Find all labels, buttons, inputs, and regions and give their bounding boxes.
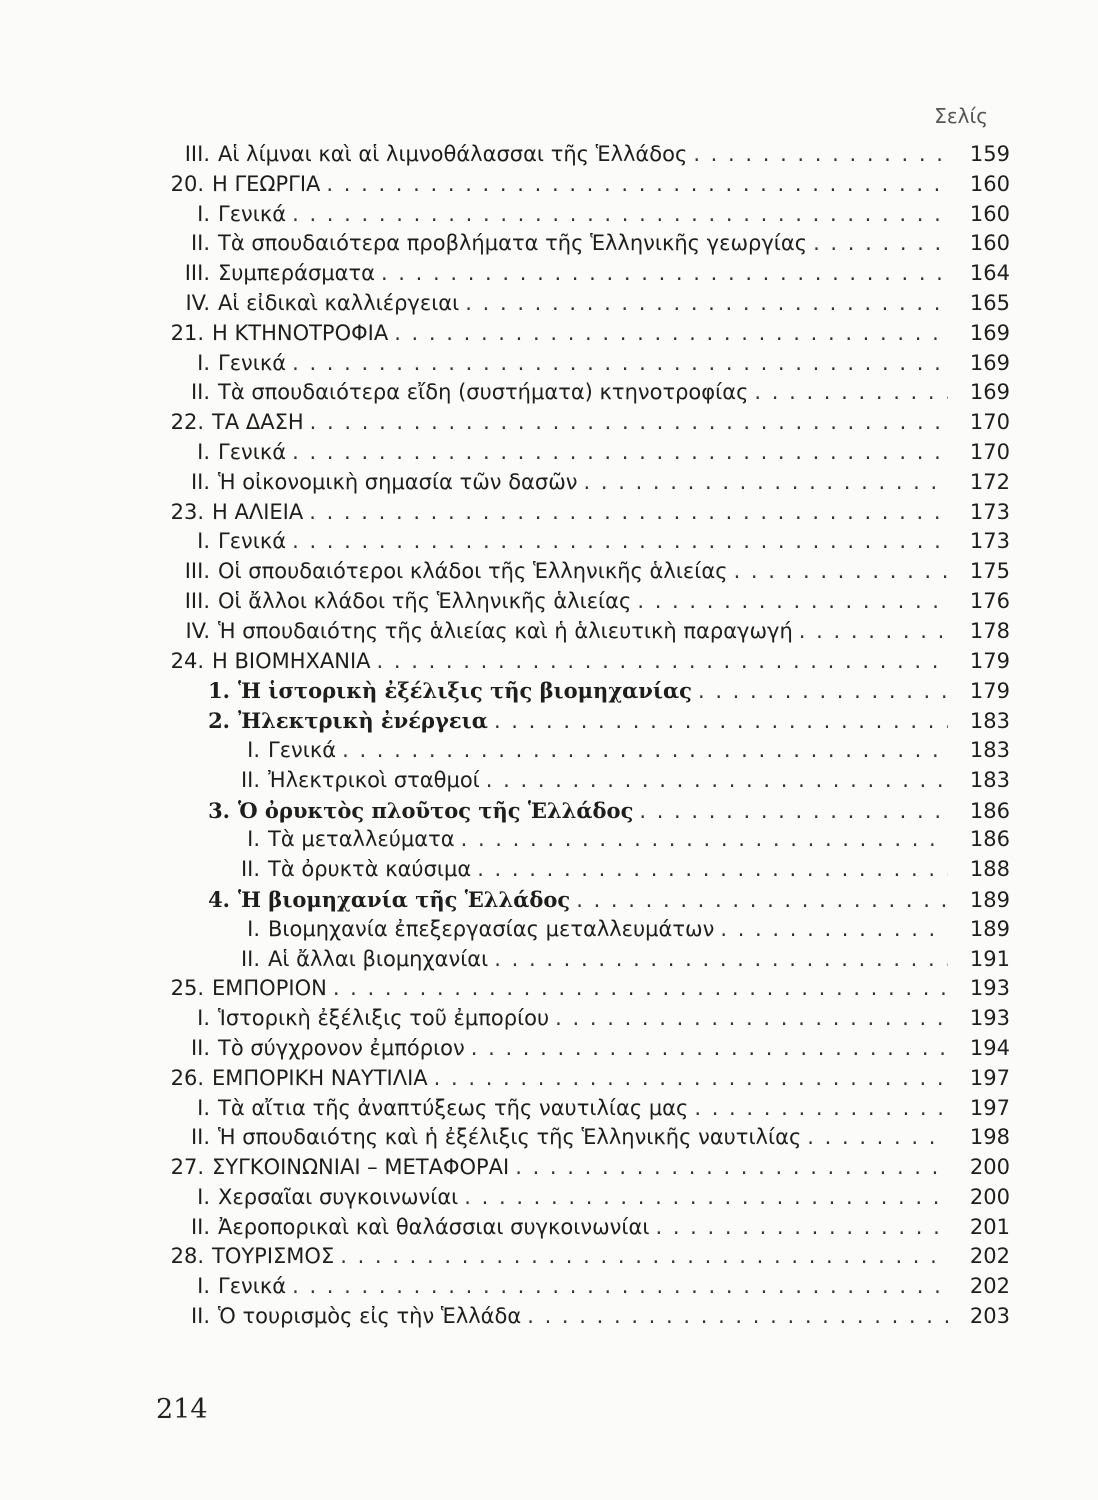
toc-entry-title: Τὰ σπουδαιότερα προβλήματα τῆς Ἑλληνικῆς γεωργίας (218, 231, 808, 256)
toc-entry-title: Γενικά (218, 529, 287, 554)
dot-leader (637, 587, 948, 617)
toc-entry (150, 1034, 1010, 1064)
toc-entry-page: 178 (969, 618, 1010, 643)
dot-leader (292, 438, 948, 468)
toc-entry-number: I. (197, 350, 210, 375)
toc-entry (150, 289, 1010, 319)
toc-entry-number: IV. (185, 618, 210, 643)
toc-entry-title: Οἱ σπουδαιότεροι κλάδοι τῆς Ἑλληνικῆς ἁλιείας (218, 559, 728, 584)
toc-entry-page: 197 (969, 1065, 1010, 1090)
toc-entry-page: 193 (969, 1006, 1010, 1031)
dot-leader (477, 855, 948, 885)
toc-entry-title: Ἡ οἰκονομικὴ σημασία τῶν δασῶν (218, 469, 578, 494)
toc-entry-page: 183 (969, 767, 1010, 792)
toc-entry-page: 183 (969, 737, 1010, 762)
toc-entry (150, 1213, 1010, 1243)
table-of-contents (150, 140, 1010, 1332)
toc-chapter (150, 170, 1010, 200)
toc-entry (150, 259, 1010, 289)
toc-entry-title: Οἱ ἄλλοι κλάδοι τῆς Ἑλληνικῆς ἁλιείας (218, 588, 632, 613)
dot-leader (576, 886, 948, 916)
toc-entry (150, 468, 1010, 498)
toc-entry (150, 1123, 1010, 1153)
toc-entry-number: II. (190, 1304, 210, 1329)
toc-entry (150, 1004, 1010, 1034)
toc-entry-page: 176 (969, 588, 1010, 613)
toc-entry (150, 200, 1010, 230)
dot-leader (693, 140, 948, 170)
toc-entry-page: 202 (969, 1244, 1010, 1269)
toc-entry-number: I. (197, 529, 210, 554)
toc-entry-title: ΕΜΠΟΡΙΚΗ ΝΑΥΤΙΛΙΑ (212, 1065, 428, 1090)
toc-entry-number: I. (247, 827, 260, 852)
toc-chapter (150, 319, 1010, 349)
toc-entry-number: III. (184, 261, 210, 286)
dot-leader (486, 766, 948, 796)
toc-entry-title: Βιομηχανία ἐπεξεργασίας μεταλλευμάτων (268, 916, 715, 941)
dot-leader (799, 617, 948, 647)
toc-entry-page: 159 (969, 142, 1010, 166)
toc-entry-title: Η ΑΛΙΕΙΑ (212, 499, 304, 524)
toc-entry-number: I. (197, 1184, 210, 1209)
toc-chapter (150, 498, 1010, 528)
dot-leader (515, 1153, 948, 1183)
toc-entry-page: 202 (969, 1274, 1010, 1299)
toc-entry-number: 25. (170, 976, 204, 1001)
toc-entry-page: 191 (969, 946, 1010, 971)
toc-entry-title: Η ΚΤΗΝΟΤΡΟΦΙΑ (212, 320, 389, 345)
toc-entry-title: Ἠλεκτρικὴ ἐνέργεια (238, 708, 488, 734)
toc-entry-title: Γενικά (218, 439, 287, 464)
toc-entry-title: Η ΒΙΟΜΗΧΑΝΙΑ (212, 648, 371, 673)
toc-entry (150, 349, 1010, 379)
toc-chapter (150, 408, 1010, 438)
toc-entry-title: Γενικά (218, 350, 287, 375)
dot-leader (471, 1034, 948, 1064)
toc-entry-page: 169 (969, 350, 1010, 375)
toc-entry (150, 1272, 1010, 1302)
toc-entry-title: Η ΓΕΩΡΓΙΑ (212, 171, 321, 196)
toc-entry (150, 945, 1010, 975)
toc-entry-number: 1. (208, 678, 230, 704)
toc-entry (150, 766, 1010, 796)
toc-chapter (150, 647, 1010, 677)
toc-entry-title: Χερσαῖαι συγκοινωνίαι (218, 1184, 459, 1209)
toc-entry-number: II. (190, 1125, 210, 1150)
dot-leader (555, 1004, 948, 1034)
toc-entry-number: II. (240, 767, 260, 792)
toc-entry-number: I. (247, 916, 260, 941)
dot-leader (720, 915, 948, 945)
toc-entry-number: 24. (170, 648, 204, 673)
toc-entry-title: Γενικά (218, 1274, 287, 1299)
toc-entry-number: II. (240, 857, 260, 882)
dot-leader (381, 259, 948, 289)
toc-entry-page: 183 (969, 709, 1010, 734)
toc-entry-number: III. (184, 588, 210, 613)
dot-leader (807, 1123, 948, 1153)
toc-entry-title: Τὸ σύγχρονον ἐμπόριον (218, 1035, 465, 1060)
toc-entry-page: 160 (969, 201, 1010, 226)
toc-entry-title: Αἱ ἄλλαι βιομηχανίαι (268, 946, 489, 971)
toc-entry-title: ΕΜΠΟΡΙΟΝ (212, 976, 327, 1001)
toc-entry (150, 1094, 1010, 1124)
toc-entry-page: 198 (969, 1125, 1010, 1150)
toc-entry-title: Ἀεροπορικαὶ καὶ θαλάσσιαι συγκοινωνίαι (218, 1214, 650, 1239)
toc-entry-page: 169 (969, 320, 1010, 345)
toc-entry-title: Ἱστορικὴ ἐξέλιξις τοῦ ἐμπορίου (218, 1006, 550, 1031)
toc-entry-page: 173 (969, 499, 1010, 524)
toc-entry-title: ΤΑ ΔΑΣΗ (212, 410, 304, 435)
toc-entry-number: 3. (208, 797, 230, 823)
toc-entry-page: 203 (969, 1304, 1010, 1329)
toc-entry-page: 189 (969, 916, 1010, 941)
toc-entry-number: 22. (170, 410, 204, 435)
toc-entry-page: 172 (969, 469, 1010, 494)
toc-entry-page: 170 (969, 410, 1010, 435)
dot-leader (461, 825, 948, 855)
toc-entry (150, 527, 1010, 557)
toc-entry-page: 179 (969, 648, 1010, 673)
dot-leader (310, 408, 948, 438)
toc-entry-number: I. (197, 1274, 210, 1299)
toc-entry-page: 188 (969, 857, 1010, 882)
toc-entry (150, 885, 1010, 915)
toc-entry-number: II. (190, 469, 210, 494)
toc-entry (150, 796, 1010, 826)
toc-entry-title: ΤΟΥΡΙΣΜΟΣ (212, 1244, 335, 1269)
toc-entry-number: II. (240, 946, 260, 971)
dot-leader (655, 1213, 948, 1243)
dot-leader (292, 527, 948, 557)
dot-leader (309, 498, 948, 528)
toc-entry-title: Ὁ ὀρυκτὸς πλοῦτος τῆς Ἑλλάδος (238, 797, 634, 823)
toc-entry-title: Γενικά (268, 737, 337, 762)
toc-entry-page: 160 (969, 171, 1010, 196)
toc-entry-number: 26. (170, 1065, 204, 1090)
toc-entry (150, 557, 1010, 587)
toc-entry-number: IV. (185, 290, 210, 315)
toc-entry-page: 200 (969, 1184, 1010, 1209)
toc-entry-page: 193 (969, 976, 1010, 1001)
toc-entry (150, 915, 1010, 945)
dot-leader (465, 289, 948, 319)
toc-entry-number: I. (197, 439, 210, 464)
toc-entry-page: 186 (969, 827, 1010, 852)
toc-entry (150, 1302, 1010, 1332)
toc-entry-page: 201 (969, 1214, 1010, 1239)
toc-entry-title: Γενικά (218, 201, 287, 226)
toc-chapter (150, 1153, 1010, 1183)
toc-entry (150, 229, 1010, 259)
toc-entry-title: Συμπεράσματα (218, 261, 375, 286)
toc-entry-page: 164 (969, 261, 1010, 286)
dot-leader (292, 200, 948, 230)
page-column-label: Σελίς (934, 104, 988, 128)
page-number: 214 (156, 1394, 208, 1425)
dot-leader (698, 677, 948, 707)
dot-leader (434, 1064, 948, 1094)
toc-entry-page: 173 (969, 529, 1010, 554)
toc-entry-page: 194 (969, 1035, 1010, 1060)
toc-chapter (150, 1064, 1010, 1094)
dot-leader (813, 229, 948, 259)
toc-entry-number: II. (190, 1035, 210, 1060)
toc-entry-number: II. (190, 231, 210, 256)
dot-leader (527, 1302, 948, 1332)
toc-entry-title: Ἡ σπουδαιότης καὶ ἡ ἐξέλιξις τῆς Ἑλληνικῆς ναυτιλίας (218, 1125, 802, 1150)
toc-entry-number: I. (197, 1095, 210, 1120)
dot-leader (494, 707, 948, 737)
toc-entry-number: 23. (170, 499, 204, 524)
toc-entry-page: 189 (969, 887, 1010, 912)
toc-entry-title: Τὰ αἴτια τῆς ἀναπτύξεως τῆς ναυτιλίας μας (218, 1095, 689, 1120)
toc-entry (150, 438, 1010, 468)
dot-leader (394, 319, 948, 349)
toc-entry-title: Αἱ λίμναι καὶ αἱ λιμνοθάλασσαι τῆς Ἑλλάδος (218, 142, 688, 166)
toc-entry (150, 855, 1010, 885)
toc-entry-title: Ὁ τουρισμὸς εἰς τὴν Ἑλλάδα (218, 1304, 522, 1329)
toc-entry-page: 169 (969, 380, 1010, 405)
toc-entry (150, 587, 1010, 617)
toc-entry-title: Ἡ βιομηχανία τῆς Ἑλλάδος (238, 886, 571, 912)
toc-entry-number: 4. (208, 886, 230, 912)
dot-leader (340, 1242, 948, 1272)
toc-entry-number: II. (190, 1214, 210, 1239)
toc-entry-number: 28. (170, 1244, 204, 1269)
dot-leader (639, 797, 948, 827)
dot-leader (734, 557, 948, 587)
dot-leader (342, 736, 948, 766)
toc-entry-number: III. (184, 559, 210, 584)
toc-entry-title: Αἱ εἰδικαὶ καλλιέργειαι (218, 290, 460, 315)
dot-leader (584, 468, 948, 498)
toc-entry (150, 676, 1010, 706)
toc-entry-title: Ἡ σπουδαιότης τῆς ἁλιείας καὶ ἡ ἁλιευτικὴ παραγωγή (218, 618, 793, 643)
toc-entry-title: ΣΥΓΚΟΙΝΩΝΙΑΙ – ΜΕΤΑΦΟΡΑΙ (212, 1155, 510, 1180)
toc-entry (150, 378, 1010, 408)
toc-entry-page: 197 (969, 1095, 1010, 1120)
toc-entry (150, 617, 1010, 647)
toc-entry-page: 175 (969, 559, 1010, 584)
toc-entry-title: Τὰ σπουδαιότερα εἴδη (συστήματα) κτηνοτροφίας (218, 380, 749, 405)
dot-leader (494, 945, 948, 975)
toc-entry (150, 706, 1010, 736)
dot-leader (333, 974, 948, 1004)
toc-entry-title: Ἠλεκτρικοὶ σταθμοί (268, 767, 480, 792)
toc-entry-title: Τὰ μεταλλεύματα (268, 827, 455, 852)
toc-entry-page: 160 (969, 231, 1010, 256)
dot-leader (754, 378, 948, 408)
toc-chapter (150, 1242, 1010, 1272)
toc-entry-page: 170 (969, 439, 1010, 464)
dot-leader (326, 170, 948, 200)
toc-entry-number: III. (184, 142, 210, 166)
dot-leader (377, 647, 948, 677)
dot-leader (694, 1094, 948, 1124)
toc-entry (150, 736, 1010, 766)
toc-entry-number: I. (247, 737, 260, 762)
toc-entry (150, 825, 1010, 855)
toc-entry (150, 1183, 1010, 1213)
toc-entry-number: 27. (170, 1155, 204, 1180)
toc-entry-number: 21. (170, 320, 204, 345)
toc-entry-page: 186 (969, 798, 1010, 823)
dot-leader (464, 1183, 948, 1213)
toc-entry-title: Τὰ ὀρυκτὰ καύσιμα (268, 857, 472, 882)
toc-entry-number: I. (197, 201, 210, 226)
toc-entry-number: 2. (208, 708, 230, 734)
toc-entry-page: 165 (969, 290, 1010, 315)
toc-entry (150, 140, 1010, 170)
toc-entry-title: Ἡ ἱστορικὴ ἐξέλιξις τῆς βιομηχανίας (238, 678, 692, 704)
toc-entry-number: I. (197, 1006, 210, 1031)
toc-entry-number: 20. (170, 171, 204, 196)
toc-chapter (150, 974, 1010, 1004)
dot-leader (292, 1272, 948, 1302)
dot-leader (292, 349, 948, 379)
toc-entry-page: 200 (969, 1155, 1010, 1180)
toc-entry-number: II. (190, 380, 210, 405)
toc-entry-page: 179 (969, 679, 1010, 704)
